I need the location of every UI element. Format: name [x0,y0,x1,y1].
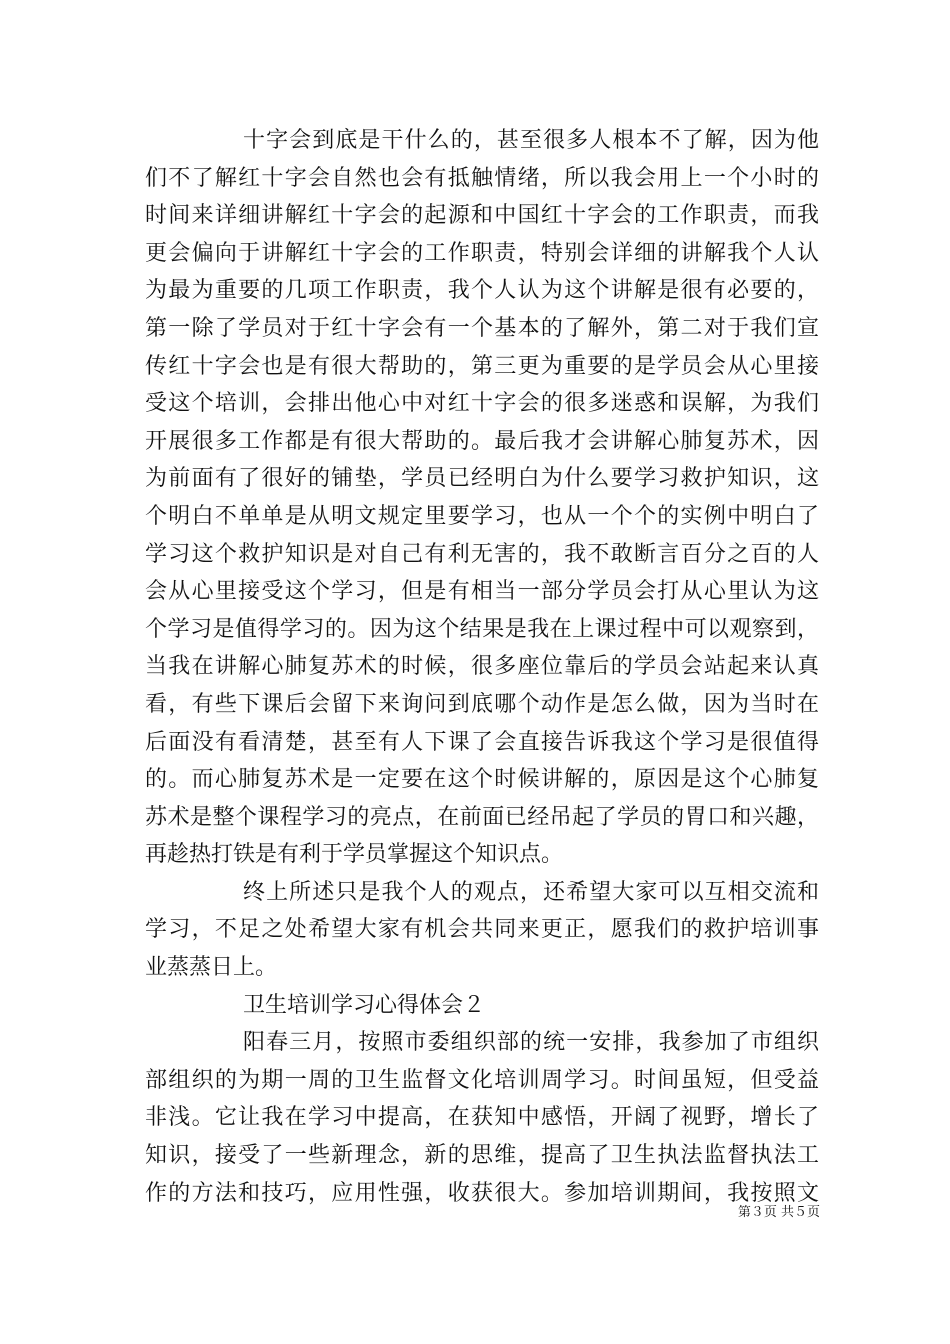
text-line: 部组织的为期一周的卫生监督文化培训周学习。时间虽短，但受益 [145,1067,819,1093]
text-line: 为前面有了很好的铺垫，学员已经明白为什么要学习救护知识，这 [145,466,819,492]
text-line: 后面没有看清楚，甚至有人下课了会直接告诉我这个学习是很值得 [145,729,819,755]
text-line: 们不了解红十字会自然也会有抵触情绪，所以我会用上一个小时的 [145,165,819,191]
text-line: 非浅。它让我在学习中提高，在获知中感悟，开阔了视野，增长了 [145,1105,819,1131]
page-number: 第３页 共５页 [737,1205,820,1220]
text-line: 再趁热打铁是有利于学员掌握这个知识点。 [145,842,564,868]
text-line: 更会偏向于讲解红十字会的工作职责，特别会详细的讲解我个人认 [145,240,819,266]
text-line: 学习这个救护知识是对自己有利无害的，我不敢断言百分之百的人 [145,541,819,567]
text-line: 终上所述只是我个人的观点，还希望大家可以互相交流和 [243,879,819,905]
text-line: 个明白不单单是从明文规定里要学习，也从一个个的实例中明白了 [145,503,819,529]
text-line: 个学习是值得学习的。因为这个结果是我在上课过程中可以观察到， [145,616,819,642]
text-line: 传红十字会也是有很大帮助的，第三更为重要的是学员会从心里接 [145,353,819,379]
text-line: 苏术是整个课程学习的亮点，在前面已经吊起了学员的胃口和兴趣， [145,804,819,830]
text-line: 开展很多工作都是有很大帮助的。最后我才会讲解心肺复苏术，因 [145,428,819,454]
text-line: 为最为重要的几项工作职责，我个人认为这个讲解是很有必要的， [145,278,819,304]
text-line: 作的方法和技巧，应用性强，收获很大。参加培训期间，我按照文 [145,1180,819,1206]
text-line: 的。而心肺复苏术是一定要在这个时候讲解的，原因是这个心肺复 [145,767,819,793]
text-line: 知识，接受了一些新理念，新的思维，提高了卫生执法监督执法工 [145,1143,819,1169]
text-line: 业蒸蒸日上。 [145,955,278,981]
text-line: 时间来详细讲解红十字会的起源和中国红十字会的工作职责，而我 [145,203,819,229]
text-line: 第一除了学员对于红十字会有一个基本的了解外，第二对于我们宣 [145,315,819,341]
document-body [145,122,819,1212]
text-line: 受这个培训，会排出他心中对红十字会的很多迷惑和误解，为我们 [145,391,819,417]
text-line: 学习，不足之处希望大家有机会共同来更正，愿我们的救护培训事 [145,917,819,943]
section-heading: 卫生培训学习心得体会２ [243,992,486,1018]
text-line: 当我在讲解心肺复苏术的时候，很多座位靠后的学员会站起来认真 [145,654,819,680]
text-line: 十字会到底是干什么的，甚至很多人根本不了解，因为他 [243,128,819,153]
text-line: 阳春三月，按照市委组织部的统一安排，我参加了市组织 [243,1030,819,1056]
text-line: 会从心里接受这个学习，但是有相当一部分学员会打从心里认为这 [145,579,819,605]
text-line: 看，有些下课后会留下来询问到底哪个动作是怎么做，因为当时在 [145,691,819,717]
